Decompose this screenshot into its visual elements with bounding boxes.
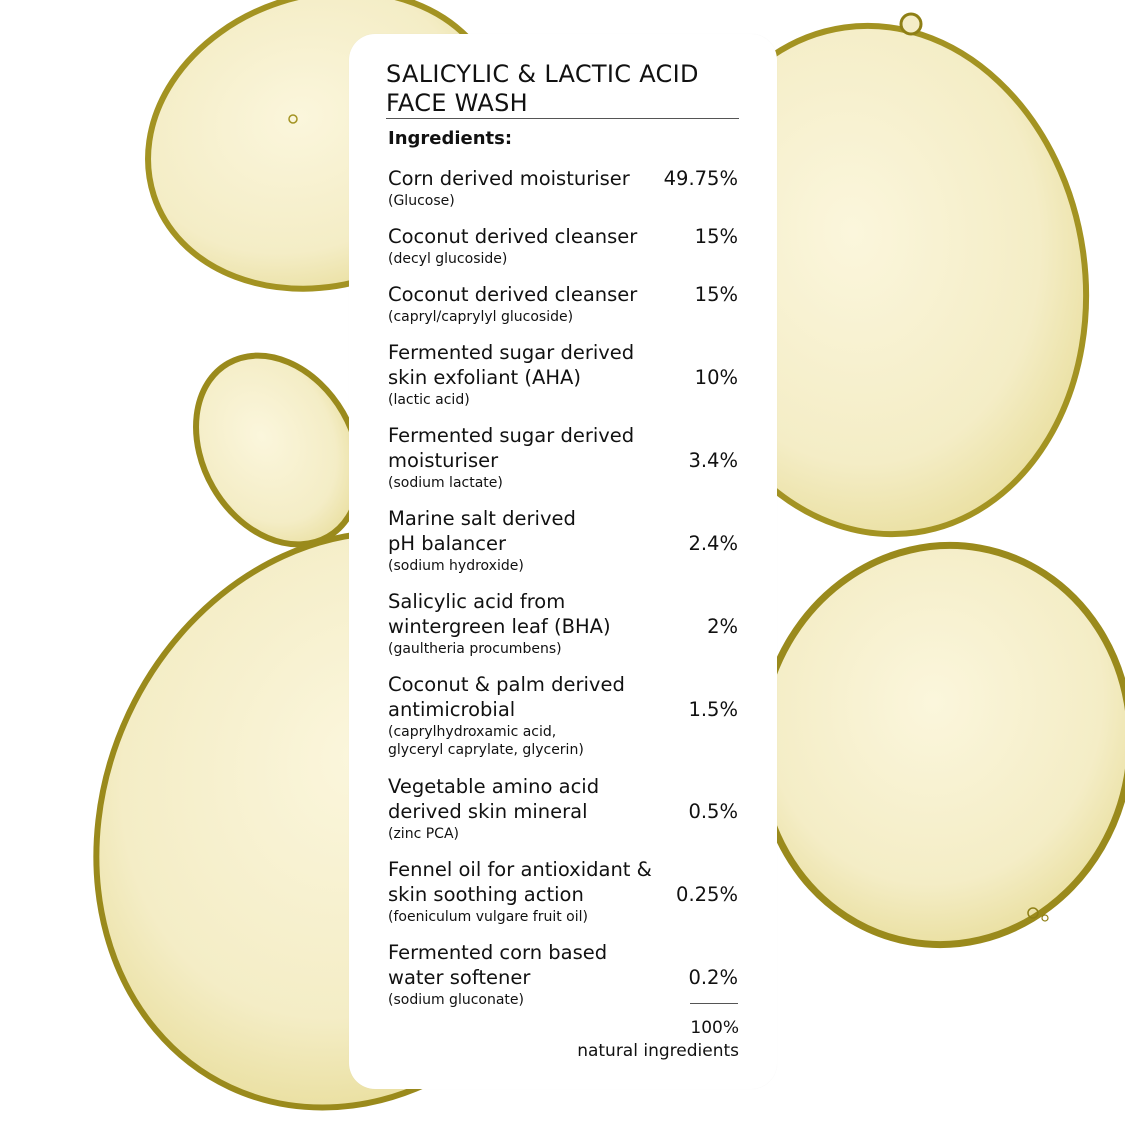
ingredient-scientific-name: (sodium lactate) bbox=[388, 475, 503, 491]
ingredient-name: Fennel oil for antioxidant & skin soothing action bbox=[388, 858, 652, 906]
ingredient-scientific-name: (lactic acid) bbox=[388, 392, 470, 408]
oil-bubble bbox=[1042, 915, 1048, 921]
ingredient-name: Fermented sugar derived skin exfoliant (AHA) bbox=[388, 341, 635, 389]
ingredient-scientific-name: (sodium gluconate) bbox=[388, 992, 524, 1008]
ingredient-row bbox=[388, 940, 738, 1009]
ingredient-percent: 0.5% bbox=[688, 800, 738, 823]
total-label: natural ingredients bbox=[577, 1041, 739, 1061]
ingredient-row bbox=[388, 423, 738, 492]
ingredient-name: Coconut derived cleanser bbox=[388, 225, 638, 248]
ingredient-row bbox=[388, 282, 738, 326]
ingredient-name: Coconut derived cleanser bbox=[388, 283, 638, 306]
ingredients-heading: Ingredients: bbox=[388, 128, 513, 149]
ingredient-percent: 0.25% bbox=[676, 883, 738, 906]
ingredient-row bbox=[388, 589, 738, 658]
oil-bubble bbox=[901, 14, 921, 34]
ingredient-scientific-name: (foeniculum vulgare fruit oil) bbox=[388, 909, 588, 925]
product-title: SALICYLIC & LACTIC ACID FACE WASH bbox=[386, 60, 699, 117]
ingredient-scientific-name: (capryl/caprylyl glucoside) bbox=[388, 309, 574, 325]
ingredient-percent: 15% bbox=[694, 225, 738, 248]
ingredient-percent: 2.4% bbox=[688, 532, 738, 555]
ingredient-percent: 2% bbox=[707, 615, 738, 638]
ingredient-scientific-name: (decyl glucoside) bbox=[388, 251, 508, 267]
ingredient-row bbox=[388, 166, 738, 210]
ingredient-percent: 10% bbox=[694, 366, 738, 389]
ingredient-row bbox=[388, 506, 738, 575]
ingredient-row bbox=[388, 340, 738, 409]
ingredient-percent: 0.2% bbox=[688, 966, 738, 989]
ingredients-card bbox=[349, 34, 777, 1089]
ingredient-scientific-name: (zinc PCA) bbox=[388, 826, 459, 842]
ingredient-scientific-name: (caprylhydroxamic acid, glyceryl caprylate, glycerin) bbox=[388, 724, 584, 758]
ingredient-name: Vegetable amino acid derived skin mineral bbox=[388, 775, 600, 823]
ingredient-percent: 1.5% bbox=[688, 698, 738, 721]
ingredient-name: Marine salt derived pH balancer bbox=[388, 507, 576, 555]
ingredient-name: Corn derived moisturiser bbox=[388, 167, 630, 190]
ingredient-scientific-name: (gaultheria procumbens) bbox=[388, 641, 562, 657]
ingredient-percent: 3.4% bbox=[688, 449, 738, 472]
ingredient-name: Fermented sugar derived moisturiser bbox=[388, 424, 635, 472]
title-divider bbox=[386, 118, 739, 119]
ingredient-name: Coconut & palm derived antimicrobial bbox=[388, 673, 625, 721]
ingredient-scientific-name: (sodium hydroxide) bbox=[388, 558, 524, 574]
total-summary bbox=[577, 1017, 739, 1063]
total-value: 100% bbox=[690, 1018, 739, 1038]
total-divider bbox=[690, 1003, 738, 1004]
ingredient-row bbox=[388, 857, 738, 926]
ingredient-row bbox=[388, 672, 738, 759]
ingredient-row bbox=[388, 774, 738, 843]
ingredient-name: Salicylic acid from wintergreen leaf (BHA) bbox=[388, 590, 611, 638]
ingredient-row bbox=[388, 224, 738, 268]
oil-drop bbox=[728, 516, 1125, 974]
ingredient-name: Fermented corn based water softener bbox=[388, 941, 608, 989]
ingredient-percent: 15% bbox=[694, 283, 738, 306]
ingredient-percent: 49.75% bbox=[663, 167, 738, 190]
ingredient-scientific-name: (Glucose) bbox=[388, 193, 455, 209]
